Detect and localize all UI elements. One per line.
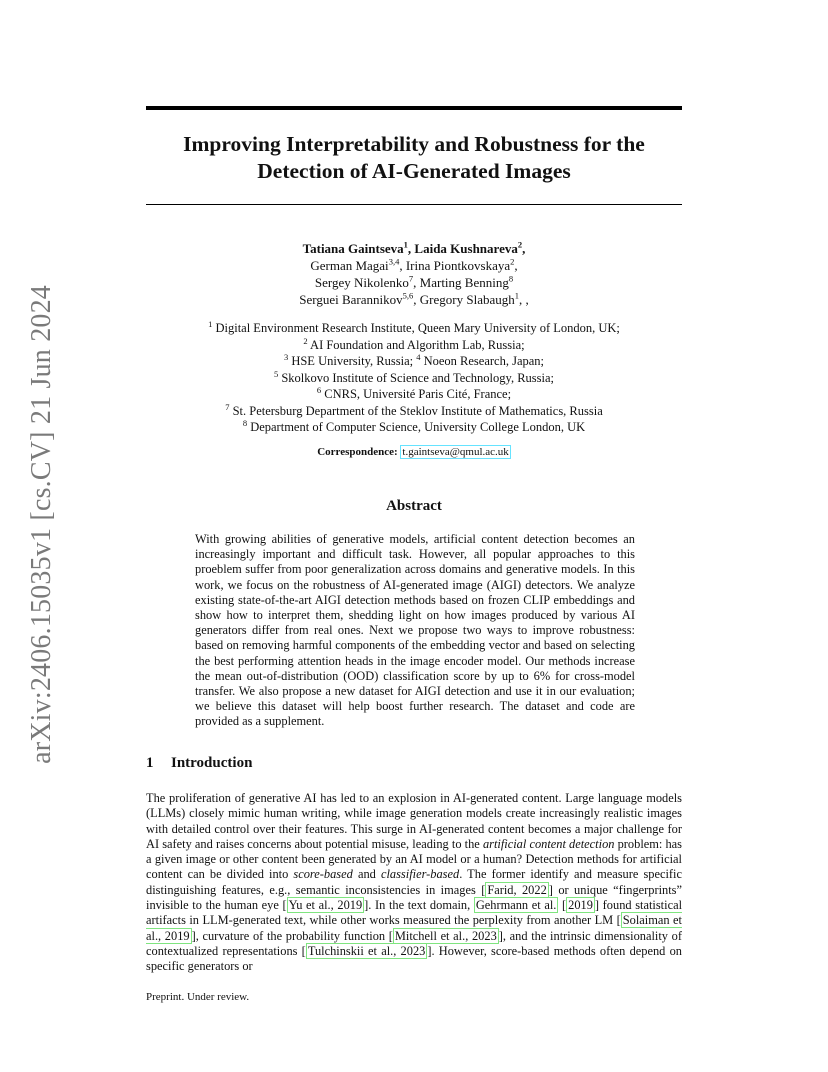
- author-sep: , ,: [518, 292, 529, 307]
- citation-link[interactable]: Mitchell et al., 2023: [394, 928, 497, 943]
- intro-emphasis: artificial content detection: [482, 836, 615, 851]
- author-sup: 3,4: [388, 256, 400, 267]
- author-sep: ,: [407, 241, 415, 256]
- affiliation-3: [146, 353, 682, 370]
- affiliation-text: St. Petersburg Department of the Steklov Institute of Mathematics, Russia: [229, 403, 603, 418]
- author-sup: 1: [514, 290, 519, 301]
- affiliation-7: [146, 419, 682, 436]
- affiliation-sup: 8: [242, 417, 248, 428]
- citation-link[interactable]: Farid, 2022: [487, 882, 547, 897]
- author-name: German Magai: [310, 258, 389, 273]
- author-line-4: [146, 291, 682, 308]
- author-name: Serguei Barannikov: [299, 292, 403, 307]
- section-number: 1: [146, 755, 154, 771]
- intro-text: problem: has a given image or other content been generated by an AI model or a human? Detection methods for artificial content can be divided into: [146, 836, 682, 882]
- arxiv-identifier: [14, 272, 70, 777]
- section-heading-introduction: [146, 754, 682, 772]
- affiliation-2: [146, 337, 682, 354]
- author-name: Irina Piontkovskaya: [405, 258, 511, 273]
- intro-emphasis: score-based: [293, 867, 353, 882]
- affiliation-sup: 6: [316, 384, 322, 395]
- intro-text: ]. However, score-based methods often depend on specific generators or: [146, 943, 682, 974]
- title-rule-top: [146, 106, 682, 110]
- citation-link[interactable]: Yu et al., 2019: [288, 898, 363, 913]
- author-sep: ,: [413, 275, 420, 290]
- author-sup: 7: [408, 273, 414, 284]
- author-sup: 2: [510, 256, 515, 267]
- citation-link[interactable]: 2019: [568, 898, 593, 913]
- affiliation-text: AI Foundation and Algorithm Lab, Russia;: [307, 337, 525, 352]
- author-list: [146, 240, 682, 308]
- intro-text: ], and the intrinsic dimensionality of contextualized representations [: [146, 928, 682, 958]
- author-sep: ,: [514, 258, 518, 273]
- affiliation-sup: 3: [283, 351, 289, 362]
- correspondence-email-link[interactable]: t.gaintseva@qmul.ac.uk: [402, 446, 509, 458]
- abstract-heading: Abstract: [386, 498, 442, 514]
- author-sup: 2: [517, 239, 523, 250]
- citation-link[interactable]: Solaiman et al., 2019: [146, 913, 682, 943]
- author-name: Laida Kushnareva: [414, 241, 518, 256]
- author-sep: ,: [522, 241, 526, 256]
- intro-text: The proliferation of generative AI has led to an explosion in AI-generated content. Large language models (LLMs) closely mimic human writing, while image generation models create increasingly realistic images with detailed control over their features. This surge in AI-generated content becomes a major challenge for AI safety and raises concerns about potential misuse, leading to the: [146, 791, 682, 851]
- intro-text: . The former identify and measure specific distinguishing features, e.g., semantic inconsistencies in images [: [146, 867, 682, 897]
- author-sep: ,: [413, 292, 420, 307]
- title-line-1: Improving Interpretability and Robustness for the: [183, 132, 645, 156]
- title-line-2: Detection of AI-Generated Images: [257, 159, 571, 183]
- author-name: Tatiana Gaintseva: [302, 241, 404, 256]
- author-name: Marting Benning: [419, 275, 509, 290]
- affiliation-6: [146, 403, 682, 420]
- affiliation-sup: 5: [273, 368, 279, 379]
- intro-text: [: [558, 898, 567, 913]
- author-sep: ,: [399, 258, 406, 273]
- affiliation-5: [146, 386, 682, 403]
- affiliation-text: Digital Environment Research Institute, Queen Mary University of London, UK;: [212, 321, 620, 335]
- affiliation-text: Department of Computer Science, University College London, UK: [247, 420, 586, 434]
- intro-text: ] found statistical artifacts in LLM-generated text, while other works measured the perplexity from another LM [: [146, 898, 683, 928]
- affiliation-sup: 7: [225, 401, 230, 412]
- author-name: Gregory Slabaugh: [419, 292, 515, 307]
- intro-text: ], curvature of the probability function [: [191, 928, 393, 943]
- paper-title: [146, 131, 682, 185]
- affiliation-text: Noeon Research, Japan;: [420, 354, 545, 368]
- intro-emphasis: classifier-based: [380, 867, 460, 882]
- title-rule-bottom: [146, 204, 682, 205]
- arxiv-id-text: arXiv:2406.15035v1 [cs.CV] 21 Jun 2024: [26, 285, 57, 764]
- author-sup: 1: [403, 239, 408, 250]
- author-line-3: [146, 274, 682, 291]
- citation-link[interactable]: Tulchinskii et al., 2023: [307, 943, 426, 958]
- correspondence-label: Correspondence:: [317, 446, 398, 458]
- affiliation-text: Skolkovo Institute of Science and Technology, Russia;: [278, 370, 555, 385]
- author-line-1: [146, 240, 682, 257]
- intro-text: and: [352, 867, 381, 882]
- affiliation-sup: 4: [416, 351, 421, 362]
- correspondence: [146, 444, 682, 460]
- author-name: Sergey Nikolenko: [314, 275, 409, 290]
- affiliation-text: HSE University, Russia;: [288, 354, 417, 368]
- section-title: Introduction: [171, 755, 253, 771]
- citation-link[interactable]: Gehrmann et al.: [475, 898, 557, 913]
- intro-text: ]. In the text domain,: [364, 898, 474, 913]
- affiliation-4: [146, 370, 682, 387]
- affiliation-text: CNRS, Université Paris Cité, France;: [321, 387, 512, 401]
- intro-text: ] or unique “fingerprints” invisible to the human eye [: [146, 882, 682, 913]
- author-line-2: [146, 257, 682, 274]
- abstract-text: With growing abilities of generative models, artificial content detection becomes an increasingly important and difficult task. However, all popular approaches to this proeblem suffer from poor generalization across domains and generative models. In this work, we focus on the robustness of AI-generated image (AIGI) detectors. We analyze existing state-of-the-art AIGI detection methods based on frozen CLIP embeddings and show how to interpret them, shedding light on how images produced by various AI generators differ from real ones. Next we propose two ways to improve robustness: based on removing harmful components of the embedding vector and based on selecting the best performing attention heads in the image encoder model. Our methods increase the mean out-of-distribution (OOD) classification score by up to 6% for cross-model transfer. We also propose a new dataset for AIGI detection and use it in our evaluation; we believe this dataset will help boost further research. The dataset and code are provided as a supplement.: [195, 532, 635, 729]
- affiliation-list: [146, 320, 682, 436]
- author-sup: 5,6: [402, 290, 414, 301]
- affiliation-1: [146, 320, 682, 337]
- affiliation-sup: 1: [208, 318, 213, 329]
- footer-note: Preprint. Under review.: [146, 991, 250, 1003]
- affiliation-sup: 2: [303, 335, 308, 346]
- introduction-paragraph: [146, 791, 682, 975]
- author-sup: 8: [508, 273, 514, 284]
